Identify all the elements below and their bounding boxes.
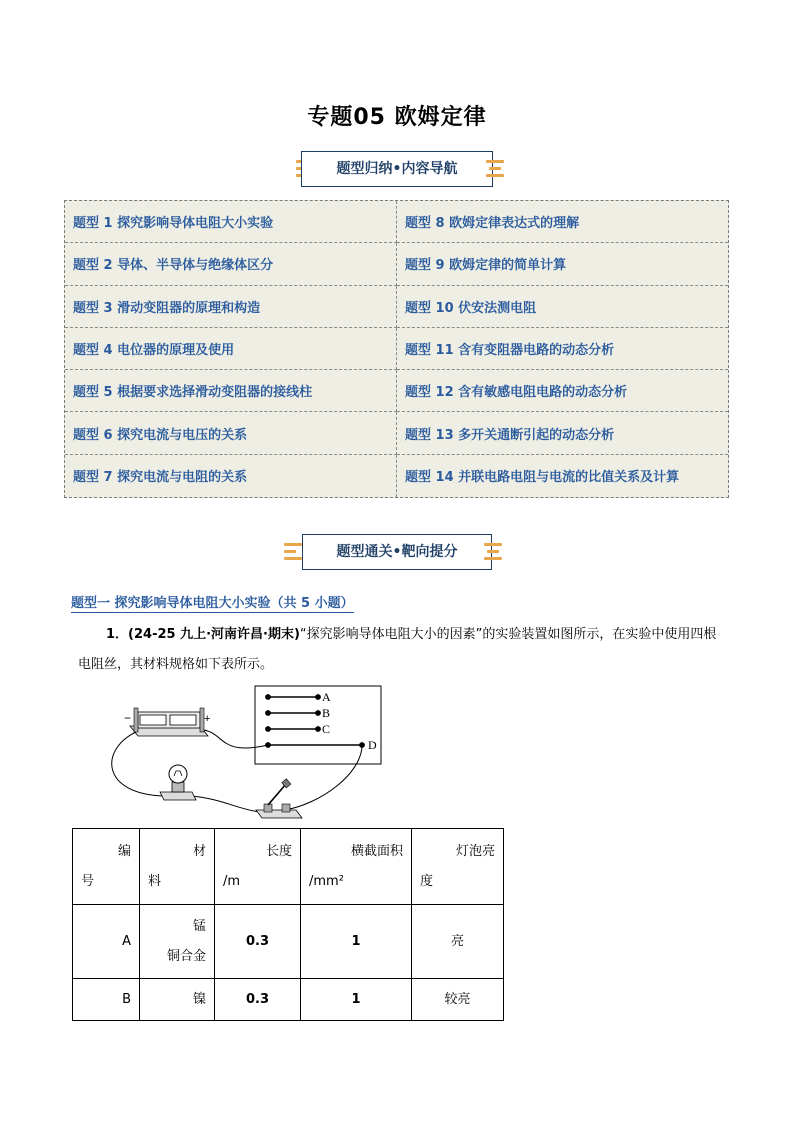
nav-banner bbox=[0, 151, 794, 187]
nav-item[interactable]: 题型 13 多开关通断引起的动态分析 bbox=[397, 412, 728, 454]
minus-sign: − bbox=[124, 711, 132, 725]
cell-length: 0.3 bbox=[215, 979, 301, 1021]
question-number: 1． bbox=[106, 627, 129, 642]
decoration-icon bbox=[284, 543, 302, 564]
decoration-icon bbox=[486, 160, 504, 181]
nav-item[interactable]: 题型 14 并联电路电阻与电流的比值关系及计算 bbox=[405, 470, 680, 486]
circuit-diagram bbox=[100, 684, 400, 826]
header-text: /m bbox=[223, 873, 241, 889]
question-1 bbox=[78, 620, 728, 680]
practice-banner-label: 题型通关•靶向提分 bbox=[302, 534, 492, 570]
table-row bbox=[73, 979, 504, 1021]
table-row bbox=[73, 905, 504, 979]
table-header-cell bbox=[412, 829, 504, 905]
question-source: (24-25 九上·河南许昌·期末) bbox=[128, 627, 300, 642]
nav-item[interactable]: 题型 1 探究影响导体电阻大小实验 bbox=[65, 201, 397, 243]
table-header-cell bbox=[140, 829, 215, 905]
light-bulb-icon bbox=[160, 765, 196, 800]
material-text: 锰 bbox=[192, 918, 206, 934]
nav-item[interactable]: 题型 12 含有敏感电阻电路的动态分析 bbox=[397, 370, 728, 412]
cell-length: 0.3 bbox=[215, 905, 301, 979]
cell-brightness: 较亮 bbox=[412, 979, 504, 1021]
plus-sign: + bbox=[204, 713, 211, 725]
header-text: 度 bbox=[420, 873, 434, 889]
nav-item[interactable]: 题型 10 伏安法测电阻 bbox=[397, 286, 728, 328]
table-header-row bbox=[73, 829, 504, 905]
practice-banner bbox=[0, 534, 794, 570]
nav-item[interactable]: 题型 8 欧姆定律表达式的理解 bbox=[397, 201, 728, 243]
nav-item[interactable]: 题型 2 导体、半导体与绝缘体区分 bbox=[65, 243, 397, 285]
header-text: 灯泡亮 bbox=[455, 843, 495, 859]
table-header-cell bbox=[301, 829, 412, 905]
table-header-cell bbox=[215, 829, 301, 905]
cell-id: B bbox=[73, 979, 140, 1021]
cell-id: A bbox=[73, 905, 140, 979]
header-text: 长度 bbox=[265, 843, 292, 859]
header-text: 号 bbox=[81, 873, 95, 889]
nav-item[interactable]: 题型 11 含有变阻器电路的动态分析 bbox=[397, 328, 728, 370]
header-text: 材 bbox=[192, 843, 206, 859]
decoration-icon bbox=[484, 543, 502, 564]
cell-material bbox=[140, 905, 215, 979]
battery-icon bbox=[130, 708, 211, 736]
label-d: D bbox=[368, 738, 377, 752]
cell-area: 1 bbox=[301, 905, 412, 979]
header-text: /mm² bbox=[309, 873, 344, 889]
nav-item[interactable]: 题型 7 探究电流与电阻的关系 bbox=[65, 455, 397, 497]
nav-item[interactable]: 题型 4 电位器的原理及使用 bbox=[65, 328, 397, 370]
nav-item[interactable]: 题型 9 欧姆定律的简单计算 bbox=[397, 243, 728, 285]
cell-area: 1 bbox=[301, 979, 412, 1021]
label-a: A bbox=[322, 690, 331, 704]
switch-icon bbox=[256, 779, 302, 818]
page-title: 专题05 欧姆定律 bbox=[307, 105, 487, 130]
cell-material: 镍 bbox=[140, 979, 215, 1021]
nav-item[interactable]: 题型 5 根据要求选择滑动变阻器的接线柱 bbox=[65, 370, 397, 412]
label-b: B bbox=[322, 706, 331, 720]
header-text: 编 bbox=[117, 843, 131, 859]
nav-item[interactable]: 题型 6 探究电流与电压的关系 bbox=[65, 412, 397, 454]
topic-navigation bbox=[64, 200, 729, 498]
header-text: 料 bbox=[148, 873, 162, 889]
material-table bbox=[72, 828, 504, 1021]
question-text: “探究影响导体电阻大小的因素”的实验装置如图所示，在实验中使用四根电阻丝，其材料规格如下表所示。 bbox=[78, 627, 717, 672]
nav-item[interactable]: 题型 3 滑动变阻器的原理和构造 bbox=[65, 286, 397, 328]
cell-brightness: 亮 bbox=[412, 905, 504, 979]
table-header-cell bbox=[73, 829, 140, 905]
label-c: C bbox=[322, 722, 331, 736]
header-text: 横截面积 bbox=[350, 843, 403, 859]
section-heading: 题型一 探究影响导体电阻大小实验（共 5 小题） bbox=[71, 592, 354, 613]
nav-banner-label: 题型归纳•内容导航 bbox=[301, 151, 493, 187]
material-text: 铜合金 bbox=[166, 948, 206, 964]
